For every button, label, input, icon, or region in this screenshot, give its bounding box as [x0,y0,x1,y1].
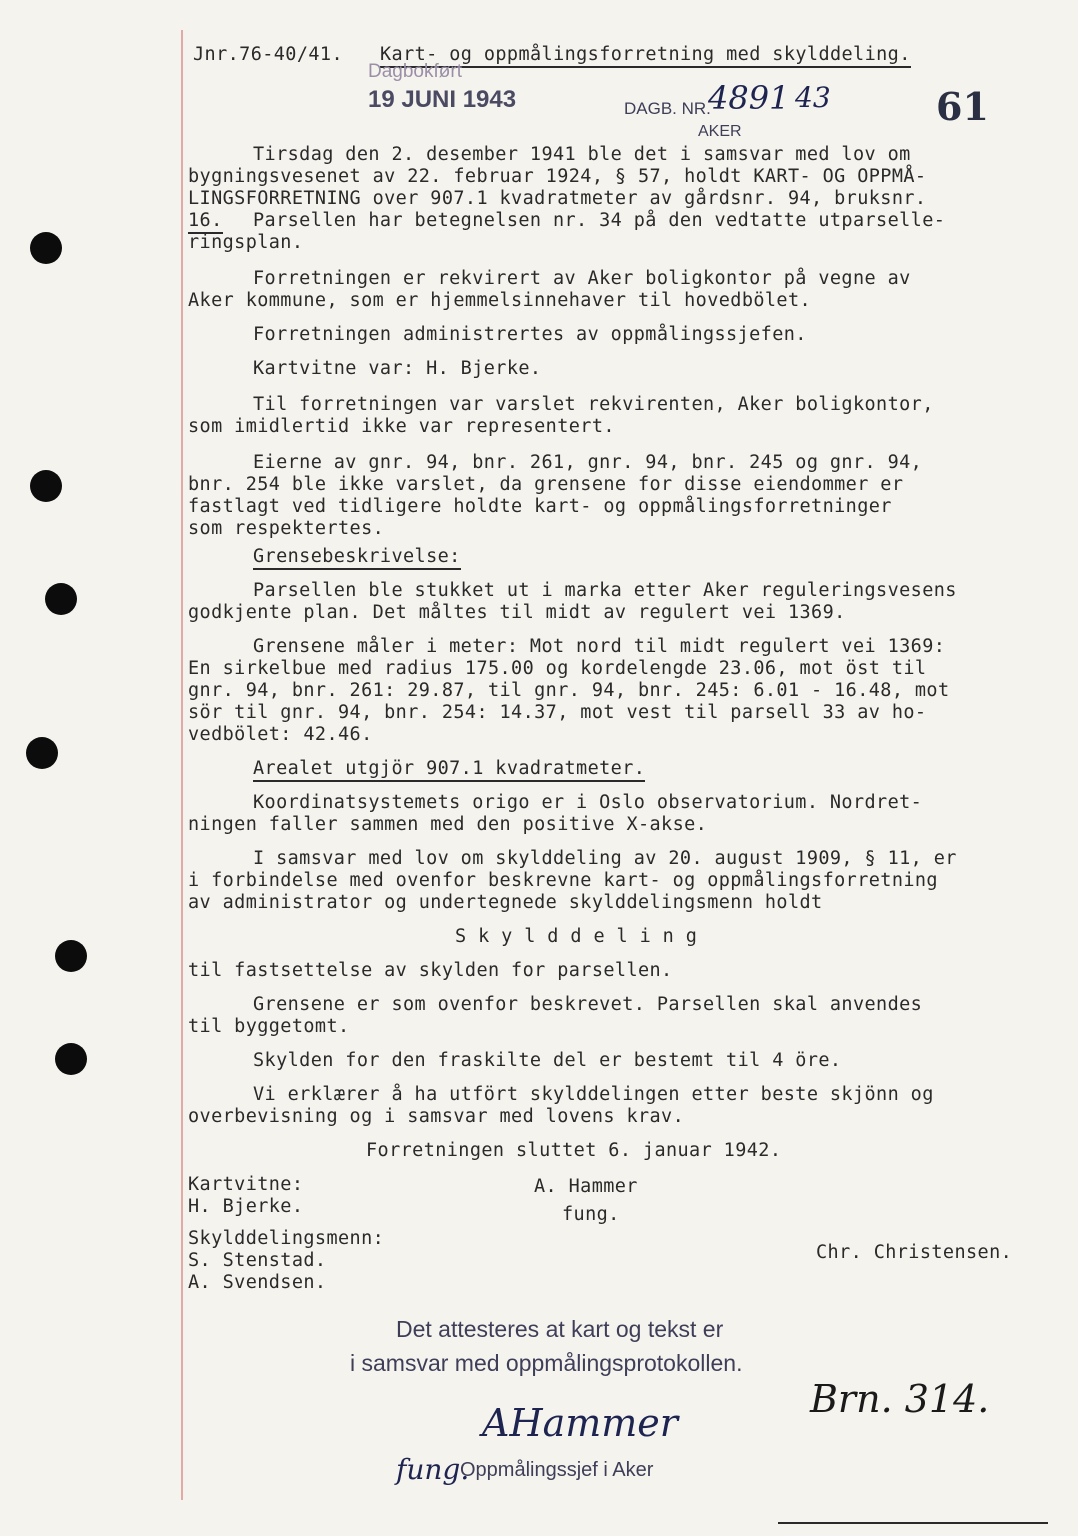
brn-annotation: Brn. 314. [810,1377,990,1421]
body-line: Eierne av gnr. 94, bnr. 261, gnr. 94, bnr. 245 og gnr. 94, [253,452,923,473]
body-line: ningen faller sammen med den positive X-akse. [188,814,708,835]
signature-line [778,1522,1048,1524]
body-line: Vi erklærer å ha utfört skylddelingen etter beste skjönn og [253,1084,934,1105]
body-line: Forretningen er rekvirert av Aker boligkontor på vegne av [253,268,911,289]
body-line: vedbölet: 42.46. [188,724,373,745]
kartvitne-label: Kartvitne: [188,1174,304,1195]
attestation-line: i samsvar med oppmålingsprotokollen. [350,1350,743,1376]
body-line: ringsplan. [188,232,304,253]
punch-hole [26,737,58,769]
body-line: som imidlertid ikke var representert. [188,416,615,437]
body-line: bnr. 254 ble ikke varslet, da grensene for disse eiendommer er [188,474,904,495]
body-line: Kartvitne var: H. Bjerke. [253,358,542,379]
body-line: Forretningen administrertes av oppmålingssjefen. [253,324,807,345]
body-line: En sirkelbue med radius 175.00 og kordelengde 23.06, mot öst til [188,658,927,679]
punch-hole [55,1043,87,1075]
body-line: sör til gnr. 94, bnr. 254: 14.37, mot vest til parsell 33 av ho- [188,702,927,723]
body-line: Til forretningen var varslet rekvirenten, Aker boligkontor, [253,394,934,415]
kartvitne-name: H. Bjerke. [188,1196,304,1217]
document-title: Kart- og oppmålingsforretning med skylddeling. [380,46,911,68]
body-line: Forretningen sluttet 6. januar 1942. [366,1140,782,1161]
attestation-fung: fung. [396,1453,470,1486]
body-line: Parsellen ble stukket ut i marka etter Aker reguleringsvesens [253,580,957,601]
section-heading: Grensebeskrivelse: [253,548,461,570]
punch-hole [45,583,77,615]
body-line: godkjente plan. Det måltes til midt av regulert vei 1369. [188,602,846,623]
punch-hole [30,470,62,502]
body-line: som respektertes. [188,518,385,539]
body-line: LINGSFORRETNING over 907.1 kvadratmeter av gårdsnr. 94, bruksnr. [188,188,927,209]
attestation-office: Oppmålingssjef i Aker [460,1459,654,1481]
section-heading: Arealet utgjör 907.1 kvadratmeter. [253,760,645,782]
body-line: Grensene måler i meter: Mot nord til midt regulert vei 1369: [253,636,946,657]
stamp-dagb-number: 4891 [708,79,790,117]
committee-member: A. Svendsen. [188,1272,327,1293]
body-line: Parsellen har betegnelsen nr. 34 på den vedtatte utparselle- [253,210,946,231]
committee-member: Chr. Christensen. [816,1242,1013,1263]
attestation-signature: AHammer [482,1401,678,1445]
body-line: I samsvar med lov om skylddeling av 20. august 1909, § 11, er [253,848,957,869]
body-line: til byggetomt. [188,1016,350,1037]
body-line: fastlagt ved tidligere holdte kart- og oppmålingsforretninger [188,496,892,517]
journal-number: Jnr.76-40/41. [193,44,343,65]
stamp-dagb-label: DAGB. NR. [624,99,711,118]
body-line: Skylden for den fraskilte del er bestemt til 4 öre. [253,1050,842,1071]
body-line: overbevisning og i samsvar med lovens krav. [188,1106,685,1127]
body-line: Koordinatsystemets origo er i Oslo observatorium. Nordret- [253,792,923,813]
margin-line [181,30,183,1500]
stamp-dagb-place: AKER [698,123,742,140]
punch-hole [30,232,62,264]
stamp-date: 19 JUNI 1943 [368,86,517,113]
admin-title: fung. [562,1204,620,1225]
punch-hole [55,940,87,972]
committee-member: S. Stenstad. [188,1250,327,1271]
stamp-office: Dagbokført [368,61,462,82]
body-line: gnr. 94, bnr. 261: 29.87, til gnr. 94, bnr. 245: 6.01 - 16.48, mot [188,680,950,701]
body-line: i forbindelse med ovenfor beskrevne kart- og oppmålingsforretning [188,870,938,891]
stamp-dagb-year: 43 [795,81,831,114]
body-line: av administrator og undertegnede skylddelingsmenn holdt [188,892,823,913]
body-line: Tirsdag den 2. desember 1941 ble det i samsvar med lov om [253,144,911,165]
body-line: til fastsettelse av skylden for parsellen. [188,960,673,981]
attestation-line: Det attesteres at kart og tekst er [396,1316,724,1342]
section-heading: S k y l d d e l i n g [455,926,698,947]
skylddeling-label: Skylddelingsmenn: [188,1228,385,1249]
page-number: 61 [936,84,989,129]
admin-name: A. Hammer [534,1176,638,1197]
body-line: Aker kommune, som er hjemmelsinnehaver til hovedbölet. [188,290,812,311]
body-line: bygningsvesenet av 22. februar 1924, § 57, holdt KART- OG OPPMÅ- [188,166,927,187]
body-line: 16. [188,212,223,234]
body-line: Grensene er som ovenfor beskrevet. Parsellen skal anvendes [253,994,923,1015]
